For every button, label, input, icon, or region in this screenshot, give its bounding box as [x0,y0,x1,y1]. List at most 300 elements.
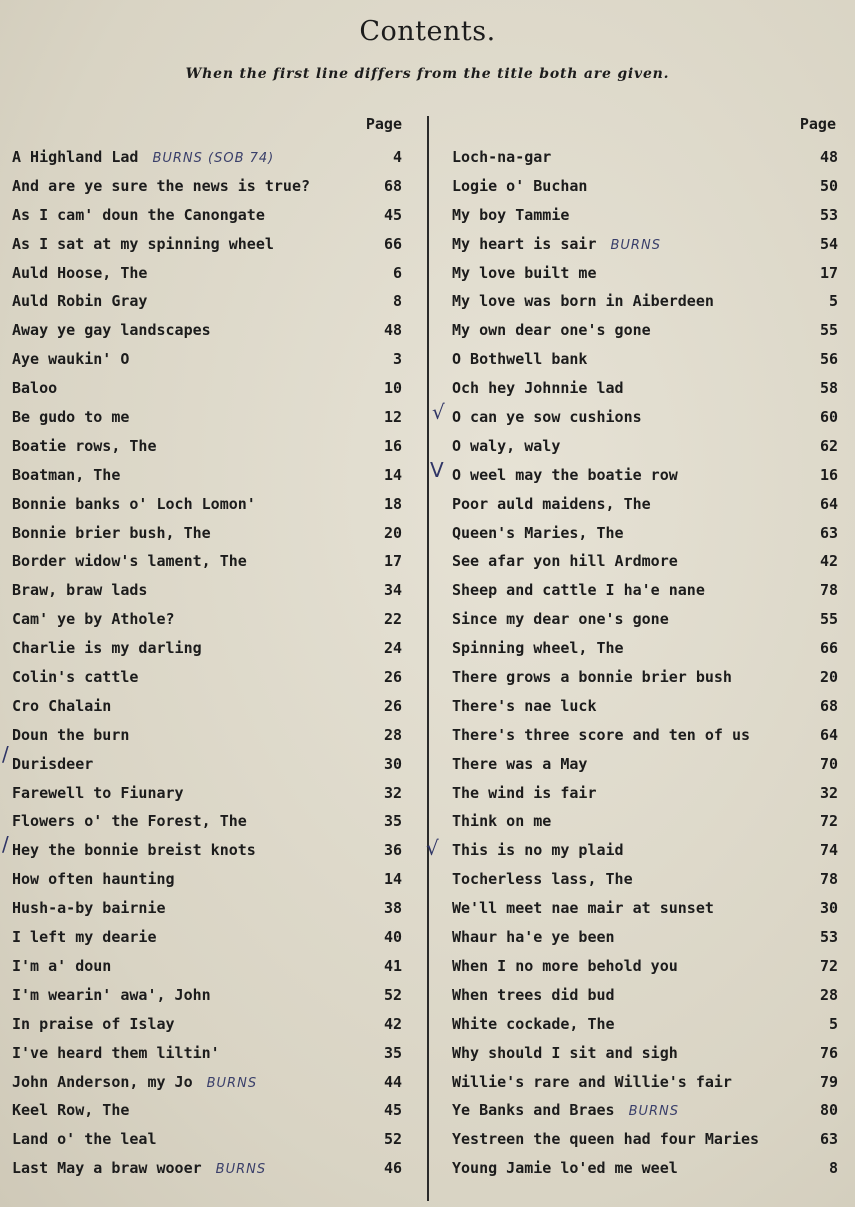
contents-entry [8,954,408,983]
entry-page-number: 10 [383,379,402,398]
entry-page-number: 53 [819,205,838,224]
entry-title-text: As I cam' doun the Canongate [12,205,265,224]
contents-entry [8,1070,408,1099]
contents-entry [448,289,848,318]
contents-entry [448,145,848,174]
entry-page-number: 50 [819,176,838,195]
entry-title-text: Bonnie brier bush, The [12,523,211,542]
contents-entry [448,983,848,1012]
entry-title-text: My love was born in Aiberdeen [452,292,714,311]
entry-title [452,755,587,773]
entry-title [452,697,597,715]
entry-page-number: 74 [819,841,838,860]
entry-title [12,1015,175,1033]
contents-entry [8,1156,408,1185]
contents-entry [8,521,408,550]
column-divider [427,116,429,1201]
contents-entry [8,261,408,290]
entry-title [452,986,615,1004]
contents-entry [8,1127,408,1156]
entry-page-number: 22 [383,610,402,629]
entry-title-text: See afar yon hill Ardmore [452,552,678,571]
contents-entry [448,954,848,983]
entry-title [12,350,129,368]
entry-title [12,177,310,195]
entry-title [452,379,624,397]
entry-page-number: 48 [383,321,402,340]
entry-title-text: Last May a braw wooer [12,1159,202,1178]
entry-title-text: Young Jamie lo'ed me weel [452,1159,678,1178]
entry-page-number: 52 [383,985,402,1004]
contents-entry [8,925,408,954]
entry-title-text: Poor auld maidens, The [452,494,651,513]
entry-page-number: 66 [819,639,838,658]
entry-title [12,524,211,542]
entry-page-number: 80 [819,1101,838,1120]
entry-title [452,899,714,917]
entry-title-text: We'll meet nae mair at sunset [452,899,714,918]
contents-entry [8,607,408,636]
entry-title-text: A Highland Lad [12,148,139,166]
entry-title-text: John Anderson, my Jo [12,1072,193,1091]
entry-title [452,928,615,946]
entry-page-number: 72 [819,812,838,831]
entry-page-number: 8 [828,1159,838,1178]
entry-title [12,610,175,628]
entry-title [12,1101,129,1119]
contents-entry [448,925,848,954]
left-page-header: Page [365,115,402,133]
contents-entry [448,809,848,838]
entry-title [12,668,138,686]
contents-entry [8,549,408,578]
entry-title-text: Charlie is my darling [12,639,202,658]
contents-entry [8,665,408,694]
entry-page-number: 18 [383,494,402,513]
contents-entry [448,1012,848,1041]
entry-title [12,1130,157,1148]
entry-title [452,726,750,744]
entry-title-text: Durisdeer [12,754,94,773]
entry-title-text: My own dear one's gone [452,321,651,340]
entry-title [452,1159,678,1177]
entry-title [452,466,678,484]
entry-title-text: The wind is fair [452,783,597,802]
contents-entry [8,434,408,463]
contents-entry [448,463,848,492]
entry-title [452,581,705,599]
entry-page-number: 16 [819,465,838,484]
entry-title-text: Loch-na-gar [452,148,552,166]
entry-page-number: 17 [819,263,838,282]
entry-title-text: I've heard them liltin' [12,1043,220,1062]
entry-title-text: Braw, braw lads [12,581,148,600]
entry-title [12,986,211,1004]
entry-title [452,870,633,888]
entry-title-text: Whaur ha'e ye been [452,928,615,947]
entry-page-number: 42 [383,1014,402,1033]
entry-page-number: 35 [383,812,402,831]
entry-title [452,610,669,628]
entry-page-number: 68 [819,696,838,715]
handwritten-check-mark: V [430,458,444,482]
contents-entry [8,809,408,838]
entry-page-number: 62 [819,436,838,455]
entry-title-text: Och hey Johnnie lad [452,379,624,398]
contents-entry [448,752,848,781]
entry-title [12,264,147,282]
entry-title-text: Aye waukin' O [12,350,130,369]
entry-page-number: 36 [383,841,402,860]
entry-title-text: When I no more behold you [452,956,678,975]
entry-page-number: 60 [819,408,838,427]
handwritten-check-mark: / [2,742,9,766]
entry-title-text: There was a May [452,754,588,773]
entry-page-number: 63 [819,523,838,542]
entry-page-number: 45 [383,205,402,224]
entry-title-text: And are ye sure the news is true? [12,176,311,195]
entry-title [12,870,175,888]
contents-entry [448,521,848,550]
contents-entry [448,1070,848,1099]
contents-entry [8,347,408,376]
contents-entry [8,723,408,752]
entry-title-text: Colin's cattle [12,668,139,687]
handwritten-check-mark: √ [426,836,439,860]
contents-entry [448,1127,848,1156]
contents-entry [448,694,848,723]
entry-title-text: Boatie rows, The [12,436,157,455]
contents-entry [448,261,848,290]
contents-entry [8,1098,408,1127]
entry-title [452,1130,759,1148]
handwritten-check-mark: / [2,832,9,856]
entry-title-text: Think on me [452,812,552,831]
contents-entry [448,1098,848,1127]
entry-page-number: 76 [819,1043,838,1062]
page-subtitle: When the first line differs from the title both are given. [185,66,670,82]
entry-page-number: 30 [383,754,402,773]
handwritten-note: BURNS [610,237,661,253]
entry-page-number: 78 [819,581,838,600]
entry-title-text: As I sat at my spinning wheel [12,234,274,253]
contents-entry [8,1041,408,1070]
right-page-header: Page [799,115,836,133]
entry-title [452,784,597,802]
entry-title-text: Why should I sit and sigh [452,1043,678,1062]
entry-title [12,639,202,657]
entry-title [452,1101,679,1119]
entry-page-number: 70 [819,754,838,773]
contents-entry [448,781,848,810]
entry-title [452,552,678,570]
contents-entry [8,203,408,232]
entry-title-text: Auld Hoose, The [12,263,148,282]
entry-title-text: Baloo [12,379,58,398]
entry-title-text: Auld Robin Gray [12,292,148,311]
entry-title-text: Flowers o' the Forest, The [12,812,247,831]
entry-title [12,1044,220,1062]
entry-title [452,495,651,513]
entry-title-text: Hey the bonnie breist knots [12,841,256,860]
contents-entry [448,347,848,376]
contents-entry [448,607,848,636]
entry-title-text: Boatman, The [12,465,121,484]
entry-page-number: 55 [819,610,838,629]
entry-title [452,524,624,542]
entry-title-text: I'm wearin' awa', John [12,985,211,1004]
contents-entry [8,781,408,810]
entry-title [12,726,129,744]
entry-title-text: My boy Tammie [452,205,570,224]
contents-entry [8,318,408,347]
entry-title-text: I'm a' doun [12,956,112,975]
contents-entry [8,232,408,261]
entry-title-text: White cockade, The [452,1014,615,1033]
entry-page-number: 55 [819,321,838,340]
entry-page-number: 64 [819,725,838,744]
entry-page-number: 41 [383,956,402,975]
entry-title [12,899,166,917]
contents-entry [448,405,848,434]
entry-page-number: 14 [383,465,402,484]
entry-page-number: 64 [819,494,838,513]
entry-title-text: Away ye gay landscapes [12,321,211,340]
handwritten-note: BURNS [628,1104,680,1120]
contents-entry [8,405,408,434]
contents-entry [448,434,848,463]
right-entry-list [448,145,848,1185]
contents-entry [8,492,408,521]
contents-entry [448,549,848,578]
entry-title [12,495,256,513]
entry-title [452,1073,732,1091]
entry-page-number: 78 [819,870,838,889]
entry-title [452,957,678,975]
contents-entry [8,838,408,867]
entry-title-text: Cro Chalain [12,696,112,715]
entry-title [12,812,247,830]
entry-title [12,437,157,455]
contents-entry [448,896,848,925]
entry-title-text: There grows a bonnie brier bush [452,668,732,687]
entry-page-number: 52 [383,1130,402,1149]
entry-page-number: 24 [383,639,402,658]
entry-page-number: 5 [828,292,838,311]
contents-entry [448,174,848,203]
entry-page-number: 30 [819,899,838,918]
entry-title [452,350,587,368]
entry-page-number: 63 [819,1130,838,1149]
entry-page-number: 17 [383,552,402,571]
entry-title [12,784,184,802]
entry-title [452,639,624,657]
entry-page-number: 20 [819,668,838,687]
left-entry-list [8,145,408,1185]
entry-page-number: 40 [383,928,402,947]
entry-page-number: 42 [819,552,838,571]
contents-entry [8,376,408,405]
entry-title [12,292,147,310]
entry-title [12,1073,257,1091]
contents-entry [448,232,848,261]
entry-page-number: 35 [383,1043,402,1062]
contents-entry [448,838,848,867]
entry-title-text: My love built me [452,263,597,282]
entry-title [452,321,651,339]
entry-page-number: 79 [819,1072,838,1091]
entry-title [12,841,256,859]
entry-title-text: Tocherless lass, The [452,870,633,889]
entry-title [12,552,247,570]
entry-title [12,235,274,253]
entry-title-text: When trees did bud [452,985,615,1004]
contents-entry [448,203,848,232]
entry-title [452,235,661,253]
contents-entry [448,1041,848,1070]
contents-entry [8,578,408,607]
contents-entry [448,723,848,752]
entry-page-number: 38 [383,899,402,918]
entry-title-text: Queen's Maries, The [452,523,624,542]
entry-title [12,1159,266,1177]
contents-entry [448,867,848,896]
entry-title [452,206,569,224]
entry-title-text: Spinning wheel, The [452,639,624,658]
entry-title-text: Keel Row, The [12,1101,130,1120]
entry-title-text: Bonnie banks o' Loch Lomon' [12,494,256,513]
handwritten-check-mark: √ [432,400,445,424]
entry-title-text: O Bothwell bank [452,350,588,369]
entry-title-text: Sheep and cattle I ha'e nane [452,581,705,600]
entry-page-number: 53 [819,928,838,947]
contents-entry [448,318,848,347]
contents-entry [448,376,848,405]
contents-entry [8,463,408,492]
entry-title [452,408,642,426]
entry-title-text: O waly, waly [452,436,561,455]
entry-title [12,928,157,946]
entry-page-number: 32 [383,783,402,802]
entry-title-text: Farewell to Fiunary [12,783,184,802]
entry-title-text: Logie o' Buchan [452,176,588,195]
entry-title [12,408,129,426]
entry-title [452,668,732,686]
entry-title-text: Since my dear one's gone [452,610,669,629]
entry-title-text: Be gudo to me [12,408,130,427]
entry-title [452,1044,678,1062]
entry-page-number: 46 [383,1159,402,1178]
entry-title-text: Cam' ye by Athole? [12,610,175,629]
entry-title [12,581,147,599]
contents-entry [448,492,848,521]
entry-title [452,437,560,455]
entry-page-number: 20 [383,523,402,542]
entry-page-number: 12 [383,408,402,427]
entry-page-number: 28 [819,985,838,1004]
entry-page-number: 16 [383,436,402,455]
entry-title-text: There's three score and ten of us [452,725,751,744]
contents-entry [8,174,408,203]
entry-title [12,957,111,975]
entry-title-text: How often haunting [12,870,175,889]
contents-entry [8,1012,408,1041]
entry-page-number: 45 [383,1101,402,1120]
entry-title [12,466,120,484]
contents-entry [8,694,408,723]
entry-page-number: 26 [383,696,402,715]
entry-title-text: I left my dearie [12,928,157,947]
contents-entry [448,578,848,607]
entry-page-number: 28 [383,725,402,744]
entry-page-number: 58 [819,379,838,398]
entry-title-text: Border widow's lament, The [12,552,247,571]
entry-title [452,177,587,195]
contents-entry [8,145,408,174]
entry-title [452,812,551,830]
entry-page-number: 3 [392,350,402,369]
handwritten-note: BURNS (SOB 74) [152,151,275,166]
entry-title-text: Yestreen the queen had four Maries [452,1130,760,1149]
entry-title-text: My heart is sair [452,234,597,253]
contents-entry [8,896,408,925]
contents-entry [8,636,408,665]
entry-title [452,148,551,166]
contents-entry [448,636,848,665]
entry-page-number: 44 [383,1072,402,1091]
handwritten-note: BURNS [206,1075,258,1091]
entry-page-number: 14 [383,870,402,889]
entry-title-text: Ye Banks and Braes [452,1101,615,1120]
entry-title-text: Willie's rare and Willie's fair [452,1072,732,1091]
contents-entry [448,665,848,694]
entry-title-text: O weel may the boatie row [452,465,678,484]
contents-entry [8,289,408,318]
entry-page-number: 8 [392,292,402,311]
entry-title [12,321,211,339]
entry-title [452,1015,615,1033]
entry-title-text: Hush-a-by bairnie [12,899,166,918]
entry-page-number: 32 [819,783,838,802]
entry-page-number: 56 [819,350,838,369]
entry-title [12,755,93,773]
entry-title [12,697,111,715]
entry-title [452,264,597,282]
handwritten-note: BURNS [215,1162,267,1178]
entry-title [452,292,714,310]
entry-page-number: 48 [819,148,838,166]
entry-page-number: 6 [392,263,402,282]
entry-page-number: 5 [828,1014,838,1033]
entry-title [452,841,624,859]
entry-title-text: Land o' the leal [12,1130,157,1149]
entry-title-text: In praise of Islay [12,1014,175,1033]
contents-entry [8,752,408,781]
entry-page-number: 66 [383,234,402,253]
entry-page-number: 54 [819,234,838,253]
entry-title-text: Doun the burn [12,725,130,744]
entry-title-text: O can ye sow cushions [452,408,642,427]
entry-page-number: 4 [392,148,402,166]
contents-entry [448,1156,848,1185]
entry-title [12,206,265,224]
entry-title-text: This is no my plaid [452,841,624,860]
entry-title [12,148,274,166]
page-title: Contents. [359,16,496,47]
entry-title-text: There's nae luck [452,696,597,715]
entry-page-number: 72 [819,956,838,975]
contents-entry [8,867,408,896]
